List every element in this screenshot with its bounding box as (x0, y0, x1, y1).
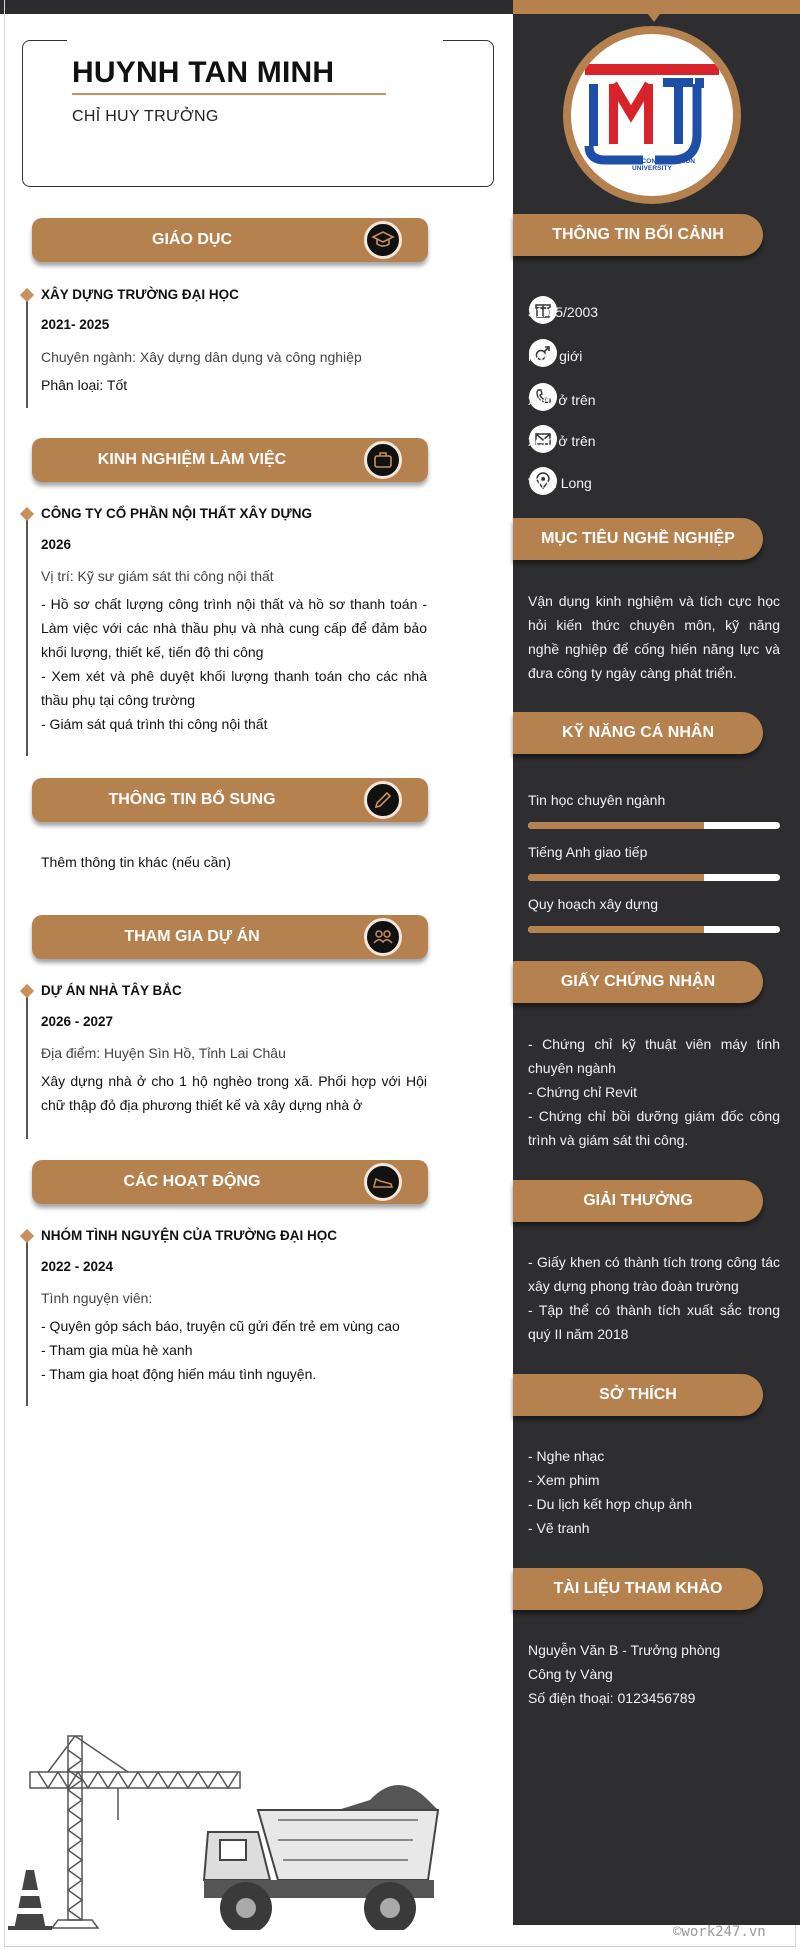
name-card-tab (67, 33, 443, 47)
project-location: Địa điểm: Huyện Sìn Hồ, Tỉnh Lai Châu (41, 1045, 286, 1061)
references-title: TÀI LIỆU THAM KHẢO (553, 1580, 723, 1597)
certificate-item: - Chứng chỉ kỹ thuật viên máy tính chuyên ngành (528, 1036, 780, 1076)
hobby-item: - Nghe nhạc (528, 1448, 605, 1464)
award-item: - Giấy khen có thành tích trong công tác xây dựng phong trào đoàn trường (528, 1254, 780, 1294)
experience-duty: - Hồ sơ chất lượng công trình nội thất và hồ sơ thanh toán - Làm việc với các nhà thầu phụ và nhà cung cấp để đảm bảo khối lượng, thiết kế, tiến độ thi công (41, 596, 427, 660)
construction-illustration (8, 1730, 448, 1930)
team-icon (364, 918, 402, 956)
activity-item: - Quyên góp sách báo, truyện cũ gửi đến trẻ em vùng cao (41, 1318, 400, 1334)
experience-duty: - Xem xét và phê duyệt khối lượng thanh toán cho các nhà thầu phụ tại công trường (41, 668, 427, 708)
certificate-item: - Chứng chỉ bồi dưỡng giám đốc công trình và giám sát thi công. (528, 1108, 780, 1148)
name-underline (72, 93, 386, 95)
birth-date: 31/05/2003 (528, 304, 599, 320)
skill-bar (528, 874, 780, 881)
university-logo (571, 34, 733, 196)
logo-caption: MIEN TAY CONSTRUCTION UNIVERSITY (608, 158, 696, 172)
education-grade: Phân loại: Tốt (41, 377, 128, 393)
certificate-item: - Chứng chỉ Revit (528, 1084, 637, 1100)
right-column-top-tab (513, 0, 800, 14)
timeline-projects (26, 987, 28, 1139)
activity-group: NHÓM TÌNH NGUYỆN CỦA TRƯỜNG ĐẠI HỌC (41, 1228, 337, 1243)
skills-title: KỸ NĂNG CÁ NHÂN (562, 724, 714, 741)
company-name: CÔNG TY CỔ PHẦN NỘI THẤT XÂY DỰNG (41, 506, 312, 521)
experience-title: KINH NGHIỆM LÀM VIỆC (97, 451, 287, 468)
education-title: GIÁO DỤC (152, 231, 232, 248)
section-header-activities (32, 1160, 428, 1204)
section-header-skills (513, 712, 763, 754)
gender: nam giới (528, 348, 583, 364)
address: Vĩnh Long (528, 475, 592, 491)
section-header-projects (32, 915, 428, 959)
timeline-experience (26, 510, 28, 756)
objective-text: Vận dụng kinh nghiệm và tích cực học hỏi kiến thức chuyên môn, kỹ năng nghề nghiệp để cống hiến năng lực và đưa công ty ngày càng phát triển. (528, 593, 780, 681)
extra-title: THÔNG TIN BỔ SUNG (108, 791, 276, 808)
candidate-name: HUYNH TAN MINH (72, 56, 335, 89)
email: xem ở trên (528, 433, 596, 449)
graduation-cap-icon (364, 221, 402, 259)
extra-text: Thêm thông tin khác (nếu cần) (41, 854, 231, 870)
skill-name: Tin học chuyên ngành (528, 792, 666, 808)
hobbies-title: SỞ THÍCH (599, 1386, 677, 1403)
section-header-education (32, 218, 428, 262)
activity-years: 2022 - 2024 (41, 1259, 114, 1274)
project-years: 2026 - 2027 (41, 1014, 114, 1029)
certificates-title: GIẤY CHỨNG NHẬN (560, 973, 716, 990)
project-description: Xây dựng nhà ở cho 1 hộ nghèo trong xã. Phối hợp với Hội chữ thập đỏ địa phương thiết kế và xây dựng nhà ở (41, 1073, 427, 1113)
project-name: DỰ ÁN NHÀ TÂY BẮC (41, 983, 182, 998)
skill-bar (528, 822, 780, 829)
skill-name: Quy hoạch xây dựng (528, 896, 659, 912)
logo-notch (648, 14, 660, 22)
background-title: THÔNG TIN BỐI CẢNH (552, 226, 724, 243)
work-icon (364, 441, 402, 479)
section-header-extra (32, 778, 428, 822)
skill-name: Tiếng Anh giao tiếp (528, 844, 648, 860)
section-header-hobbies (513, 1374, 763, 1416)
experience-position: Vị trí: Kỹ sư giám sát thi công nội thất (41, 568, 274, 584)
skill-fill (528, 874, 704, 881)
experience-year: 2026 (41, 537, 72, 552)
skill-bar (528, 926, 780, 933)
reference-company: Công ty Vàng (528, 1666, 613, 1682)
experience-duty: - Giám sát quá trình thi công nội thất (41, 716, 268, 732)
activity-item: - Tham gia hoạt động hiến máu tình nguyện. (41, 1366, 317, 1382)
skill-fill (528, 822, 704, 829)
section-header-experience (32, 438, 428, 482)
timeline-education (26, 290, 28, 408)
pencil-icon (364, 781, 402, 819)
activities-title: CÁC HOẠT ĐỘNG (123, 1173, 261, 1190)
phone: xem ở trên (528, 392, 596, 408)
award-item: - Tập thể có thành tích xuất sắc trong quý II năm 2018 (528, 1302, 780, 1342)
bottom-border (4, 1946, 796, 1947)
activity-role: Tình nguyện viên: (41, 1290, 153, 1306)
sneaker-icon (364, 1163, 402, 1201)
section-header-certificates (513, 961, 763, 1003)
reference-name: Nguyễn Văn B - Trưởng phòng (528, 1642, 721, 1658)
hobby-item: - Du lịch kết hợp chụp ảnh (528, 1496, 693, 1512)
candidate-role: CHỈ HUY TRƯỞNG (72, 108, 219, 125)
reference-phone: Số điện thoại: 0123456789 (528, 1690, 696, 1706)
section-header-references (513, 1568, 763, 1610)
section-header-objective (513, 518, 763, 560)
education-major: Chuyên ngành: Xây dựng dân dụng và công nghiệp (41, 349, 362, 365)
projects-title: THAM GIA DỰ ÁN (124, 928, 260, 945)
watermark: ©work247.vn (673, 1924, 766, 1940)
hobby-item: - Vẽ tranh (528, 1520, 590, 1536)
section-header-background (513, 214, 763, 256)
objective-title: MỤC TIÊU NGHỀ NGHIỆP (541, 530, 735, 547)
school-name: XÂY DỰNG TRƯỜNG ĐẠI HỌC (41, 287, 239, 302)
skill-fill (528, 926, 704, 933)
activity-item: - Tham gia mùa hè xanh (41, 1342, 193, 1358)
awards-title: GIẢI THƯỞNG (583, 1192, 693, 1209)
section-header-awards (513, 1180, 763, 1222)
timeline-activities (26, 1232, 28, 1406)
hobby-item: - Xem phim (528, 1472, 600, 1488)
education-years: 2021- 2025 (41, 317, 110, 332)
